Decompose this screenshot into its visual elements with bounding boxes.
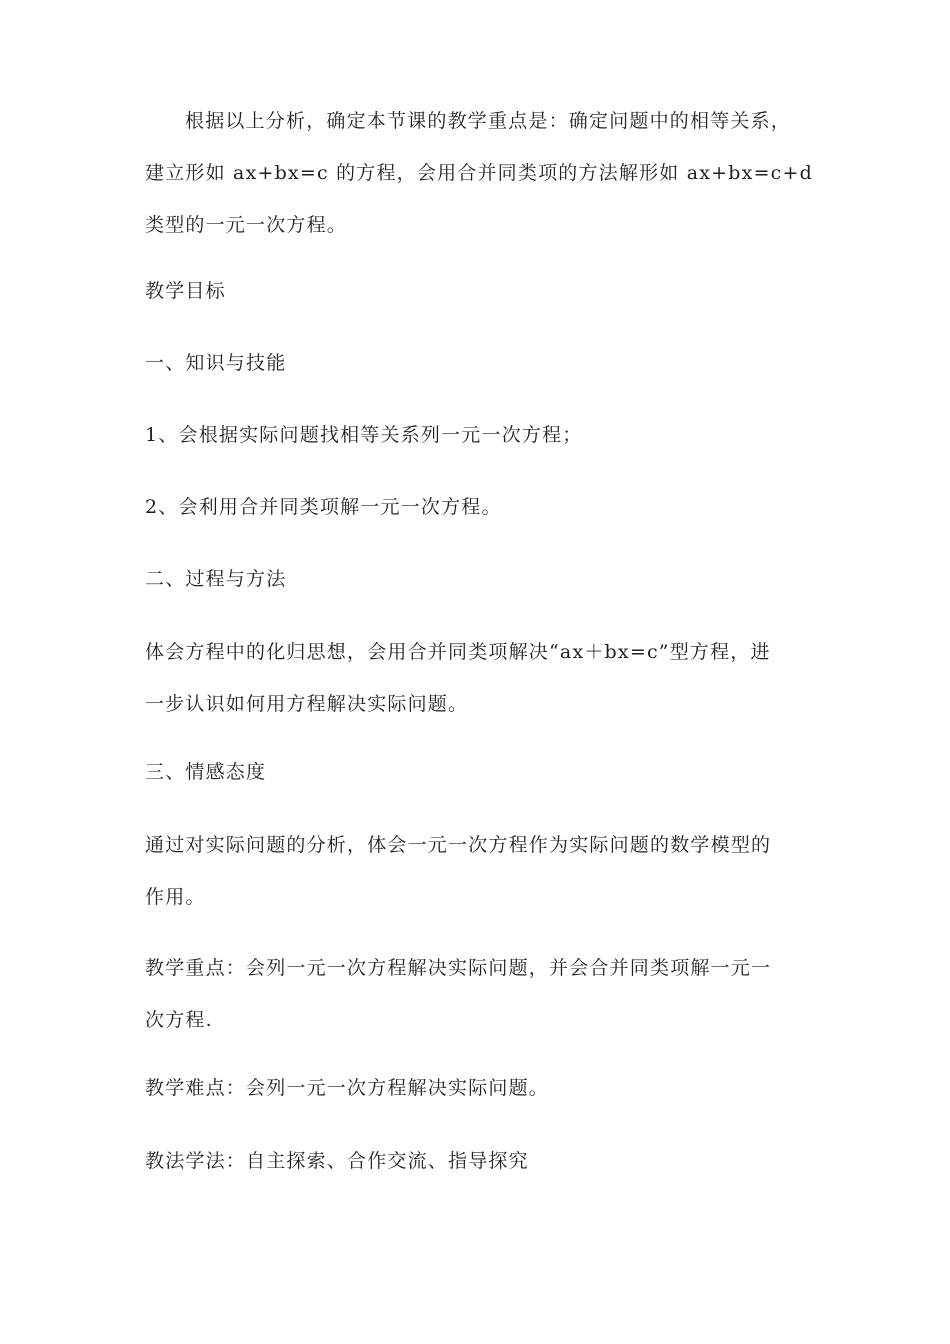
key-point-line-1: 教学重点：会列一元一次方程解决实际问题，并会合并同类项解一元一	[145, 957, 772, 979]
section-3-heading: 三、情感态度	[145, 761, 267, 783]
section-2-paragraph	[145, 626, 813, 730]
section-3-paragraph	[145, 819, 813, 923]
section-1-item-2: 2、会利用合并同类项解一元一次方程。	[145, 496, 502, 518]
key-point-paragraph	[145, 942, 813, 1046]
section-2-heading: 二、过程与方法	[145, 568, 287, 590]
section-2-line-2: 一步认识如何用方程解决实际问题。	[145, 693, 469, 715]
intro-paragraph	[145, 95, 813, 251]
intro-line-2: 建立形如 ax+bx=c 的方程，会用合并同类项的方法解形如 ax+bx=c+d	[145, 162, 814, 184]
section-3-line-1: 通过对实际问题的分析，体会一元一次方程作为实际问题的数学模型的	[145, 834, 772, 856]
difficulty-paragraph: 教学难点：会列一元一次方程解决实际问题。	[145, 1077, 550, 1099]
section-2-line-1: 体会方程中的化归思想，会用合并同类项解决“ax＋bx=c”型方程，进	[145, 641, 771, 663]
section-1-item-1: 1、会根据实际问题找相等关系列一元一次方程；	[145, 424, 583, 446]
method-paragraph: 教法学法：自主探索、合作交流、指导探究	[145, 1150, 529, 1172]
teaching-goals-heading: 教学目标	[145, 280, 226, 302]
key-point-line-2: 次方程.	[145, 1009, 213, 1031]
intro-line-1: 根据以上分析，确定本节课的教学重点是：确定问题中的相等关系，	[185, 110, 792, 132]
section-3-line-2: 作用。	[145, 886, 206, 908]
section-1-heading: 一、知识与技能	[145, 352, 287, 374]
intro-line-3: 类型的一元一次方程。	[145, 214, 348, 236]
